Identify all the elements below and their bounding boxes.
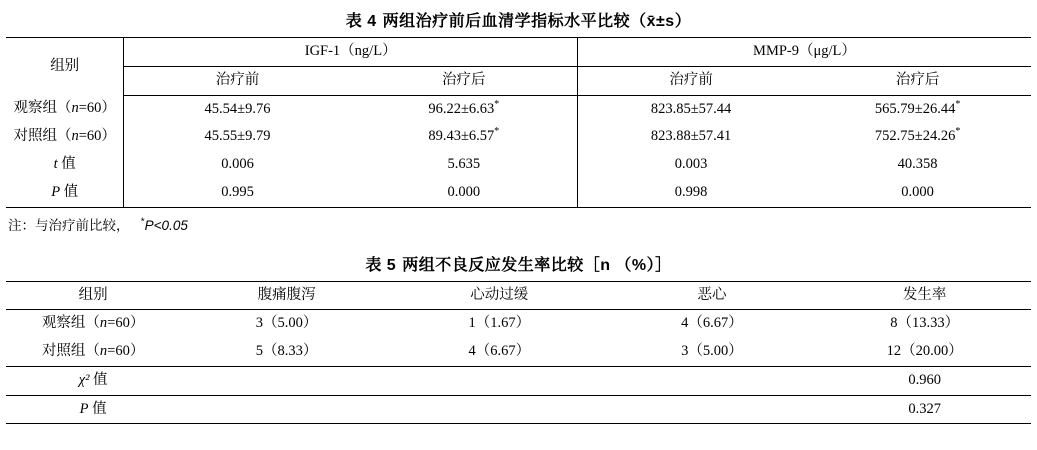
table-4-cell bbox=[804, 123, 1031, 151]
table-4-cell: 40.358 bbox=[897, 156, 938, 172]
table-5-cell: 0.960 bbox=[818, 366, 1031, 395]
table-5-cell bbox=[393, 366, 606, 395]
cell-value: 89.43±6.57 bbox=[428, 128, 495, 145]
footnote-pre: 注：与治疗前比较， bbox=[8, 217, 130, 233]
table-5 bbox=[6, 281, 1031, 425]
table-4-footnote bbox=[6, 208, 1031, 236]
table-row bbox=[6, 395, 1031, 424]
table-5-cell bbox=[606, 395, 819, 424]
table-4-cell: 0.995 bbox=[124, 179, 351, 207]
table-5-row-label bbox=[6, 338, 180, 366]
table-4-subheader-mmp9-post: 治疗后 bbox=[804, 66, 1031, 95]
row-label-pre: 对照组（ bbox=[41, 343, 100, 359]
table-4-cell: 5.635 bbox=[447, 156, 481, 172]
table-4-cell: 0.000 bbox=[804, 179, 1031, 207]
cell-value: 96.22±6.63 bbox=[428, 100, 495, 117]
table-4-caption bbox=[6, 0, 1031, 37]
table-4-header-group: 组别 bbox=[6, 38, 124, 96]
row-label-post: =60） bbox=[107, 315, 145, 332]
row-label-symbol: n bbox=[71, 100, 79, 117]
table-5-row-label bbox=[6, 366, 180, 395]
table-row bbox=[6, 95, 1031, 123]
table-4-subheader-igf1-post: 治疗后 bbox=[351, 66, 578, 95]
row-label-pre: 观察组（ bbox=[13, 100, 72, 117]
footnote-star: * bbox=[140, 216, 145, 227]
table-4-cell: 0.000 bbox=[351, 179, 578, 207]
table-4-cell bbox=[577, 95, 804, 123]
table-5-cell: 4（6.67） bbox=[681, 315, 743, 332]
table-row bbox=[6, 179, 1031, 207]
table-row bbox=[6, 310, 1031, 338]
row-label-symbol: n bbox=[99, 315, 108, 332]
table-4-caption-number: 表 4 bbox=[345, 13, 377, 30]
row-label-symbol: n bbox=[99, 343, 108, 359]
table-4-row-label bbox=[6, 95, 124, 123]
table-4-cell bbox=[804, 95, 1031, 123]
table-5-cell: 8（13.33） bbox=[890, 315, 960, 332]
cell-value: 565.79±26.44 bbox=[874, 100, 956, 117]
table-4-caption-text: 两组治疗前后血清学指标水平比较（x̄±s） bbox=[382, 13, 692, 30]
row-label-symbol: P bbox=[51, 183, 61, 200]
table-5-header-row bbox=[6, 281, 1031, 310]
table-5-cell: 3（5.00） bbox=[255, 315, 318, 332]
table-4-row-label bbox=[6, 123, 124, 151]
cell-value: 752.75±24.26 bbox=[874, 128, 956, 145]
table-5-caption-number: 表 5 bbox=[365, 256, 397, 274]
table-5-cell bbox=[180, 366, 393, 395]
table-5-cell: 5（8.33） bbox=[180, 338, 393, 366]
table-5-cell: 1（1.67） bbox=[468, 315, 531, 332]
table-4-cell: 0.006 bbox=[124, 151, 351, 179]
significance-star: * bbox=[494, 126, 500, 138]
table-5-header-group: 组别 bbox=[6, 281, 180, 310]
table-4-header-mmp9: MMP-9（μg/L） bbox=[577, 38, 1031, 67]
table-row bbox=[6, 366, 1031, 395]
section-spacer bbox=[6, 236, 1031, 244]
row-label-post: =60） bbox=[78, 100, 116, 117]
row-label-symbol: P bbox=[79, 400, 89, 417]
row-label-symbol: χ² bbox=[78, 371, 90, 388]
table-4-cell: 0.998 bbox=[577, 179, 804, 207]
table-4-row-label bbox=[6, 179, 124, 207]
table-5-cell bbox=[180, 395, 393, 424]
table-4-cell bbox=[124, 123, 351, 151]
table-5-cell bbox=[606, 366, 819, 395]
table-5-cell bbox=[393, 395, 606, 424]
significance-star: * bbox=[955, 98, 961, 110]
row-label-pre: 对照组（ bbox=[13, 128, 72, 145]
row-label-post: 值 bbox=[88, 400, 107, 417]
table-4-block bbox=[6, 0, 1031, 236]
row-label-symbol: t bbox=[53, 156, 58, 172]
table-4-cell bbox=[577, 123, 804, 151]
table-5-cell: 4（6.67） bbox=[393, 338, 606, 366]
row-label-symbol: n bbox=[71, 128, 79, 145]
cell-value: 45.54±9.76 bbox=[204, 100, 271, 117]
table-5-header-bradycardia: 心动过缓 bbox=[393, 281, 606, 310]
significance-star: * bbox=[955, 126, 961, 138]
table-row bbox=[6, 123, 1031, 151]
table-4-header-row-2 bbox=[6, 66, 1031, 95]
table-5-header-abdominal: 腹痛腹泻 bbox=[180, 281, 393, 310]
table-4-cell bbox=[351, 123, 578, 151]
table-5-row-label bbox=[6, 310, 180, 338]
table-5-caption-text: 两组不良反应发生率比较［n （%）］ bbox=[402, 256, 672, 274]
table-5-cell: 12（20.00） bbox=[818, 338, 1031, 366]
table-4-cell: 0.003 bbox=[577, 151, 804, 179]
table-4-cell bbox=[124, 95, 351, 123]
row-label-pre: 观察组（ bbox=[41, 315, 100, 332]
table-4-subheader-mmp9-pre: 治疗前 bbox=[577, 66, 804, 95]
table-row bbox=[6, 151, 1031, 179]
cell-value: 45.55±9.79 bbox=[204, 128, 271, 145]
table-4-cell bbox=[351, 95, 578, 123]
table-5-cell: 0.327 bbox=[818, 395, 1031, 424]
row-label-post: 值 bbox=[89, 371, 108, 388]
table-5-caption bbox=[6, 244, 1031, 281]
footnote-post: P<0.05 bbox=[144, 217, 188, 233]
table-5-cell: 3（5.00） bbox=[606, 338, 819, 366]
table-row bbox=[6, 338, 1031, 366]
table-4-subheader-igf1-pre: 治疗前 bbox=[124, 66, 351, 95]
table-4-header-igf1: IGF-1（ng/L） bbox=[124, 38, 578, 67]
table-4 bbox=[6, 37, 1031, 208]
row-label-post: 值 bbox=[57, 156, 76, 172]
table-4-row-label bbox=[6, 151, 124, 179]
table-5-row-label bbox=[6, 395, 180, 424]
cell-value: 823.85±57.44 bbox=[650, 100, 732, 117]
row-label-post: 值 bbox=[60, 183, 79, 200]
table-5-header-nausea: 恶心 bbox=[606, 281, 819, 310]
table-4-header-row-1 bbox=[6, 38, 1031, 67]
row-label-post: =60） bbox=[107, 343, 145, 359]
table-5-block bbox=[6, 244, 1031, 425]
table-5-header-incidence: 发生率 bbox=[818, 281, 1031, 310]
significance-star: * bbox=[494, 98, 500, 110]
cell-value: 823.88±57.41 bbox=[650, 128, 732, 145]
row-label-post: =60） bbox=[78, 128, 116, 145]
